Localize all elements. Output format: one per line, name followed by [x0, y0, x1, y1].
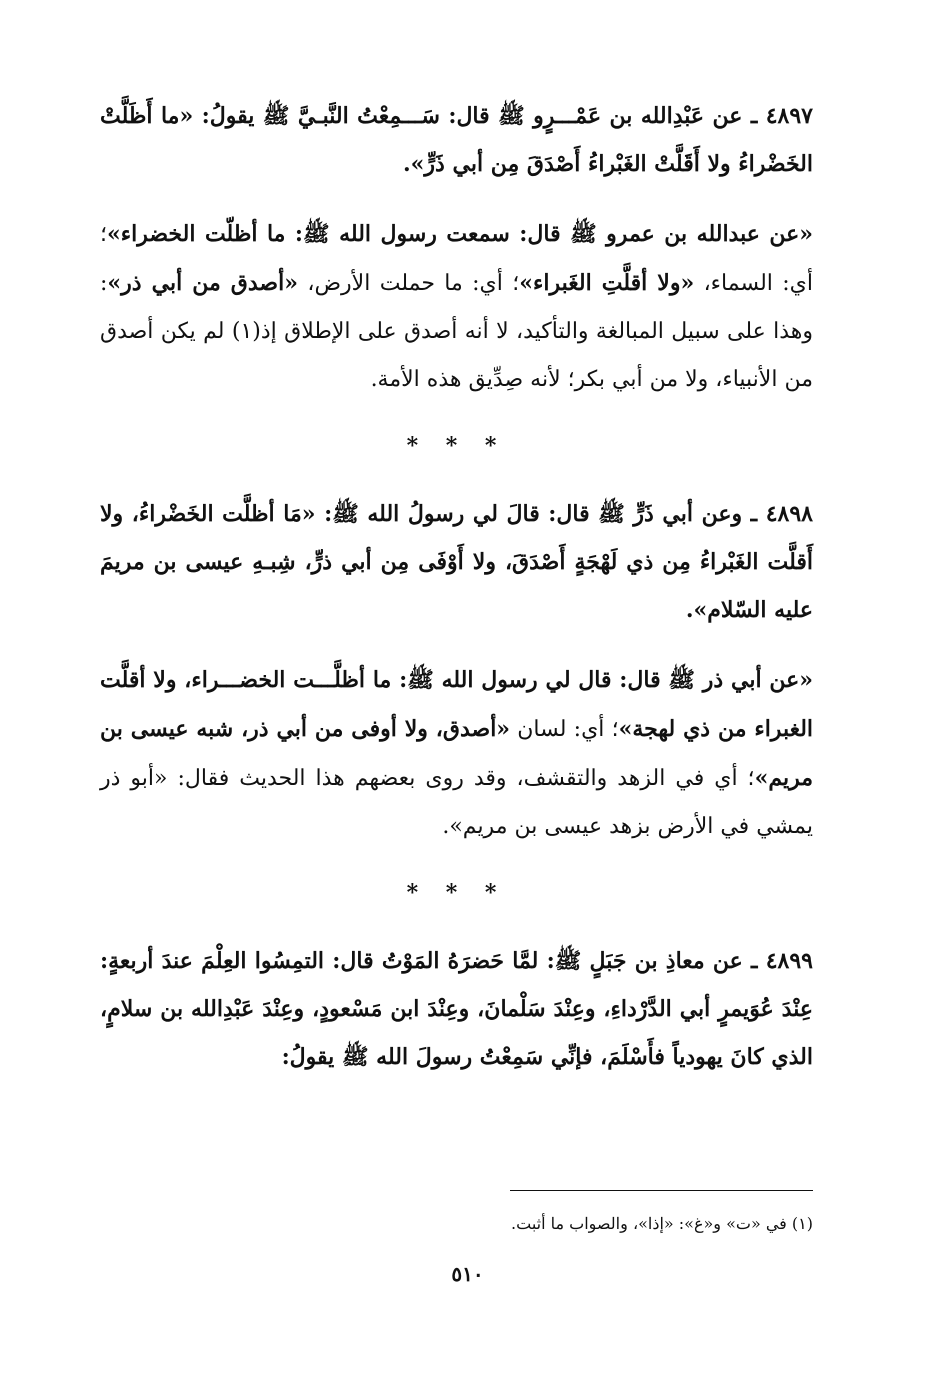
quote: «عن عبدالله بن عمرو ﷺ قال: سمعت رسول الله ﷺ: ما أظلّت الخضراء»: [107, 221, 813, 247]
explanation: (١) لم يكن أصدق من الأنبياء، ولا من أبي بكر؛ لأنه صِدِّيق هذه الأمة.: [100, 319, 813, 392]
commentary-4898: [100, 656, 813, 851]
explanation: ؛ أي: ما حملت الأرض،: [297, 271, 520, 296]
quote: «عن أبي ذر ﷺ قال: قال لي رسول الله ﷺ: ما أظلَّـــت الخضـــراء، ولا أقلَّت الغبراء من ذي لهجة»: [100, 667, 814, 742]
quote: «ولا أقلَّتِ الغَبراء»: [519, 270, 695, 296]
hadith-4897: ٤٨٩٧ ـ عن عَبْدِالله بن عَمْـــرٍو ﷺ قال: سَـــمِعْتُ النَّبـيَّ ﷺ يقولُ: «ما أَظَلَّتْ الخَضْراءُ ولا أَقَلَّتْ الغَبْراءُ أَصْدَقَ مِن أبي ذَرٍّ».: [100, 103, 813, 177]
explanation: ؛ أي: لسان: [510, 717, 619, 742]
section-separator: * * *: [406, 433, 507, 459]
footnote-divider: [510, 1190, 813, 1191]
explanation: ؛ أي: السماء،: [100, 222, 813, 296]
hadith-4898: ٤٨٩٨ ـ وعن أبي ذَرٍّ ﷺ قال: قالَ لي رسولُ الله ﷺ: «مَا أظلَّت الخَضْراءُ، ولا أَقلَّت الغَبْراءُ مِن ذي لَهْجَةٍ أَصْدَقَ، ولا أَوْفَى مِن أبي ذرٍّ، شِبـهِ عيسى بن مريمَ عليه السّلام».: [100, 501, 813, 623]
quote: «أصدق، ولا أوفى من أبي ذر، شبه عيسى بن مريم»: [100, 716, 813, 791]
footnote: (١) في «ت» و«غ»: «إذا»، والصواب ما أثبت.: [511, 1214, 813, 1233]
explanation: : وهذا على سبيل المبالغة والتأكيد، لا أنه أصدق على الإطلاق إذ: [100, 271, 813, 344]
quote: «أصدق من أبي ذر»: [107, 270, 298, 296]
commentary-4897: [100, 210, 813, 404]
page-body: [100, 92, 813, 1081]
spacer: [100, 634, 813, 656]
hadith-4899: ٤٨٩٩ ـ عن معاذِ بن جَبَلٍ ﷺ: لمَّا حَضرَهُ المَوْتُ قال: التمِسُوا العِلْمَ عندَ أربعةٍ: عِنْدَ عُوَيمرٍ أبي الدَّرْداءِ، وعِنْدَ سَلْمانَ، وعِنْدَ ابن مَسْعودٍ، وعِنْدَ عَبْدِالله بن سلامٍ، الذي كانَ يهودياً فأَسْلَمَ، فإنِّي سَمِعْتُ رسولَ الله ﷺ يقولُ:: [100, 948, 813, 1070]
page-number: ٥١٠: [451, 1262, 484, 1286]
explanation: ؛ أي في الزهد والتقشف، وقد روى بعضهم هذا الحديث فقال: «أبو ذر يمشي في الأرض بزهد عيسى بن مريم».: [100, 766, 813, 839]
spacer: [100, 188, 813, 210]
section-separator: * * *: [406, 880, 507, 906]
